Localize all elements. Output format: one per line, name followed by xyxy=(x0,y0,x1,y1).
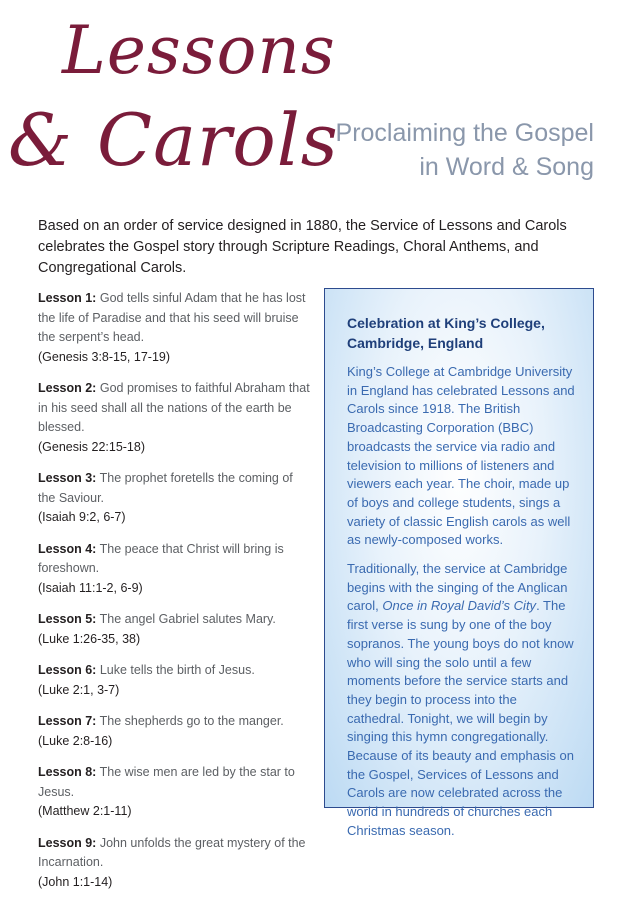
lesson-item xyxy=(38,763,310,822)
lesson-item xyxy=(38,834,310,893)
lesson-text: God tells sinful Adam that he has lost the life of Paradise and that his seed will bruise the serpent’s head. xyxy=(38,291,306,344)
lesson-label: Lesson 2: xyxy=(38,381,97,395)
subtitle-line-2: in Word & Song xyxy=(419,153,594,181)
lesson-text: The angel Gabriel salutes Mary. xyxy=(99,612,276,626)
lesson-text: The shepherds go to the manger. xyxy=(99,714,284,728)
intro-paragraph: Based on an order of service designed in 1880, the Service of Lessons and Carols celebrates the Gospel story through Scripture Readings, Choral Anthems, and Congregational Carols. xyxy=(38,218,567,276)
lesson-item xyxy=(38,379,310,457)
lesson-item xyxy=(38,610,310,649)
lesson-label: Lesson 8: xyxy=(38,765,97,779)
sidebar-heading: Celebration at King’s College, Cambridge, England xyxy=(347,315,545,351)
lesson-text: The prophet foretells the coming of the Saviour. xyxy=(38,471,293,505)
lesson-item xyxy=(38,712,310,751)
lesson-text: The peace that Christ will bring is foreshown. xyxy=(38,541,284,575)
lesson-reference: (John 1:1-14) xyxy=(38,874,113,889)
lesson-reference: (Matthew 2:1-11) xyxy=(38,804,132,818)
lesson-text: God promises to faithful Abraham that in his seed shall all the nations of the earth be blessed. xyxy=(38,381,310,434)
carol-title: Once in Royal David’s City xyxy=(382,598,537,614)
lesson-text: The wise men are led by the star to Jesus. xyxy=(38,765,295,799)
lesson-label: Lesson 5: xyxy=(38,612,97,626)
lesson-label: Lesson 6: xyxy=(38,663,97,677)
lesson-reference: (Genesis 22:15-18) xyxy=(38,439,146,454)
subtitle xyxy=(336,116,594,184)
lesson-label: Lesson 9: xyxy=(38,835,97,850)
kings-college-sidebar xyxy=(324,288,594,838)
lesson-label: Lesson 4: xyxy=(38,541,97,556)
lesson-label: Lesson 1: xyxy=(38,291,97,305)
title-lessons: Lessons xyxy=(62,12,336,89)
lesson-item xyxy=(38,289,310,367)
lesson-reference: (Genesis 3:8-15, 17-19) xyxy=(38,349,171,364)
lesson-label: Lesson 3: xyxy=(38,471,97,485)
sidebar-paragraph-2-end: . The first verse is sung by one of the boy sopranos. The young boys do not know who will sing the solo until a few moments before the service starts and they begin to process into the cathedral. Tonight, we will begin by singing this hymn congregationally. Because of its beauty and emphasis on the Gospel, Services of Lessons and Carols are now celebrated across the world in hundreds of churches each Christmas season. xyxy=(347,598,574,838)
lessons-list xyxy=(38,289,310,904)
lesson-item xyxy=(38,540,310,599)
lesson-text: John unfolds the great mystery of the Incarnation. xyxy=(38,835,306,869)
lesson-text: Luke tells the birth of Jesus. xyxy=(99,663,255,677)
title-carols: & Carols xyxy=(8,98,339,182)
lesson-reference: (Luke 1:26-35, 38) xyxy=(38,631,141,646)
lesson-item xyxy=(38,661,310,700)
lesson-item xyxy=(38,469,310,528)
sidebar-paragraph-1: King’s College at Cambridge University in England has celebrated Lessons and Carols since 1918. The British Broadcasting Corporation (BBC) broadcasts the service via radio and television to millions of listeners and viewers each year. The choir, made up of boys and college students, sings a variety of classic English carols as well as newly-composed works. xyxy=(347,364,575,548)
lesson-reference: (Luke 2:8-16) xyxy=(38,733,113,748)
lesson-label: Lesson 7: xyxy=(38,714,97,728)
subtitle-line-1: Proclaiming the Gospel xyxy=(335,119,594,147)
sidebar-paragraph-2-start: Traditionally, the service at Cambridge begins with the singing of the Anglican carol, xyxy=(347,561,568,614)
lesson-reference: (Luke 2:1, 3-7) xyxy=(38,682,120,697)
sidebar-paragraph-2 xyxy=(347,560,577,841)
lesson-reference: (Isaiah 11:1-2, 6-9) xyxy=(38,580,143,595)
lesson-reference: (Isaiah 9:2, 6-7) xyxy=(38,510,126,524)
